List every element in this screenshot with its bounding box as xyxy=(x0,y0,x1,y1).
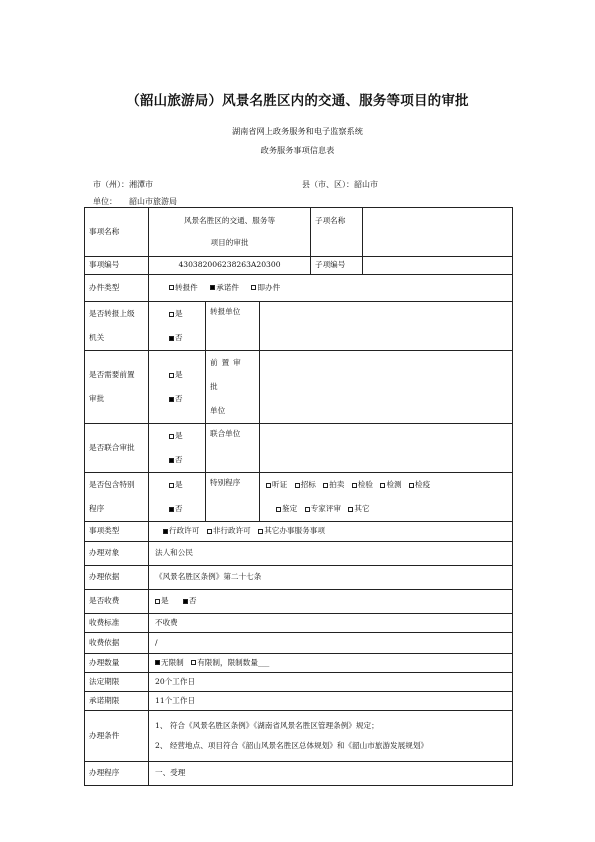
report-up-options xyxy=(149,302,206,351)
table-row xyxy=(85,302,513,351)
option-tender[interactable]: 招标 xyxy=(295,473,316,497)
pre-approval-options xyxy=(149,351,206,424)
sub-item-code-value xyxy=(363,257,513,275)
option-unlimited[interactable]: 无限制 xyxy=(155,657,184,669)
table-row xyxy=(85,711,513,762)
charge-options xyxy=(149,590,513,614)
sub-item-code-label: 子项编号 xyxy=(311,257,363,275)
checkbox-checked-icon xyxy=(169,397,174,402)
table-row xyxy=(85,542,513,566)
charge-std-value: 不收费 xyxy=(149,614,513,633)
checkbox-icon xyxy=(169,312,174,317)
pre-approval-unit-value xyxy=(260,351,513,424)
option-non-admin-license[interactable]: 非行政许可 xyxy=(207,525,251,537)
table-row xyxy=(85,614,513,633)
report-unit-label: 转报单位 xyxy=(206,302,260,351)
option-auction[interactable]: 拍卖 xyxy=(323,473,344,497)
item-name-line: 风景名胜区的交通、服务等 xyxy=(183,216,276,225)
pre-approval-label: 是否需要前置 审批 xyxy=(85,351,149,424)
sub-item-name-value xyxy=(363,208,513,257)
condition-item: 2、 经营地点、项目符合《韶山风景名胜区总体规划》和《韶山市旅游发展规划》 xyxy=(155,741,429,750)
checkbox-icon xyxy=(323,483,328,488)
checkbox-checked-icon xyxy=(169,458,174,463)
table-row xyxy=(85,257,513,275)
option-other[interactable]: 其它 xyxy=(348,497,369,521)
unit-label: 单位： xyxy=(93,197,117,206)
checkbox-icon xyxy=(169,373,174,378)
checkbox-icon xyxy=(352,483,357,488)
target-label: 办理对象 xyxy=(85,542,149,566)
item-name-label: 事项名称 xyxy=(85,208,149,257)
special-proc-label: 特别程序 xyxy=(206,473,260,522)
charge-basis-value: / xyxy=(149,633,513,654)
quantity-label: 办理数量 xyxy=(85,654,149,673)
table-row xyxy=(85,351,513,424)
option-no[interactable]: 否 xyxy=(169,387,201,411)
table-row xyxy=(85,633,513,654)
basis-label: 办理依据 xyxy=(85,566,149,590)
joint-unit-value xyxy=(260,424,513,473)
checkbox-checked-icon xyxy=(210,285,215,290)
checkbox-icon xyxy=(266,483,271,488)
charge-std-label: 收费标准 xyxy=(85,614,149,633)
joint-approval-label: 是否联合审批 xyxy=(85,424,149,473)
option-yes[interactable]: 是 xyxy=(169,302,201,326)
special-label: 是否包含特别 程序 xyxy=(85,473,149,522)
handle-type-label: 办件类型 xyxy=(85,275,149,302)
checkbox-icon xyxy=(155,599,160,604)
item-code-value: 430382006238263A20300 xyxy=(149,257,311,275)
procedure-value: 一、受理 xyxy=(149,762,513,786)
special-options xyxy=(149,473,206,522)
checkbox-icon xyxy=(276,507,281,512)
document-title: （韶山旅游局）风景名胜区内的交通、服务等项目的审批 xyxy=(126,93,469,109)
item-name-value xyxy=(149,208,311,257)
promise-limit-value: 11个工作日 xyxy=(149,692,513,711)
option-no[interactable]: 否 xyxy=(183,595,197,607)
report-unit-value xyxy=(260,302,513,351)
handle-type-options xyxy=(149,275,513,302)
procedure-label: 办理程序 xyxy=(85,762,149,786)
checkbox-checked-icon xyxy=(163,529,168,534)
form-name: 政务服务事项信息表 xyxy=(260,145,335,155)
target-value: 法人和公民 xyxy=(149,542,513,566)
basis-value: 《风景名胜区条例》第二十七条 xyxy=(149,566,513,590)
legal-limit-value: 20个工作日 xyxy=(149,673,513,692)
option-yes[interactable]: 是 xyxy=(169,424,201,448)
quantity-options xyxy=(149,654,513,673)
report-up-label: 是否转报上级 机关 xyxy=(85,302,149,351)
option-yes[interactable]: 是 xyxy=(169,473,201,497)
item-code-label: 事项编号 xyxy=(85,257,149,275)
checkbox-icon xyxy=(409,483,414,488)
joint-approval-options xyxy=(149,424,206,473)
joint-unit-label: 联合单位 xyxy=(206,424,260,473)
checkbox-checked-icon xyxy=(169,507,174,512)
checkbox-icon xyxy=(169,483,174,488)
checkbox-icon xyxy=(380,483,385,488)
table-row xyxy=(85,208,513,257)
option-limited[interactable]: 有限制，限制数量___ xyxy=(191,657,269,669)
table-row xyxy=(85,590,513,614)
option-testing[interactable]: 检测 xyxy=(380,473,401,497)
unit-value: 韶山市旅游局 xyxy=(129,197,177,206)
table-row xyxy=(85,522,513,542)
item-type-label: 事项类型 xyxy=(85,522,149,542)
option-no[interactable]: 否 xyxy=(169,448,201,472)
option-appraisal[interactable]: 鉴定 xyxy=(276,497,297,521)
option-yes[interactable]: 是 xyxy=(169,363,201,387)
option-admin-license[interactable]: 行政许可 xyxy=(163,525,199,537)
table-row xyxy=(85,654,513,673)
option-expert-review[interactable]: 专家评审 xyxy=(305,497,341,521)
checkbox-icon xyxy=(258,529,263,534)
table-row xyxy=(85,424,513,473)
table-row xyxy=(85,692,513,711)
checkbox-icon xyxy=(191,660,196,665)
option-no[interactable]: 否 xyxy=(169,326,201,350)
checkbox-icon xyxy=(305,507,310,512)
table-row xyxy=(85,275,513,302)
conditions-value xyxy=(149,711,513,762)
sub-item-name-label: 子项名称 xyxy=(311,208,363,257)
table-row xyxy=(85,566,513,590)
charge-basis-label: 收费依据 xyxy=(85,633,149,654)
option-transfer[interactable]: 转报件 xyxy=(169,282,198,294)
checkbox-icon xyxy=(169,285,174,290)
checkbox-icon xyxy=(295,483,300,488)
option-hearing[interactable]: 听证 xyxy=(266,473,287,497)
checkbox-checked-icon xyxy=(155,660,160,665)
service-info-table xyxy=(84,207,513,786)
conditions-label: 办理条件 xyxy=(85,711,149,762)
option-promise[interactable]: 承诺件 xyxy=(210,282,239,294)
item-type-options xyxy=(149,522,513,542)
option-yes[interactable]: 是 xyxy=(155,595,169,607)
table-row xyxy=(85,762,513,786)
checkbox-icon xyxy=(207,529,212,534)
checkbox-checked-icon xyxy=(183,599,188,604)
item-name-line: 项目的审批 xyxy=(210,238,249,247)
charge-label: 是否收费 xyxy=(85,590,149,614)
pre-approval-unit-label: 前置审批 单位 xyxy=(206,351,260,424)
city-field: 市（州）：湘潭市 xyxy=(93,180,153,189)
checkbox-icon xyxy=(169,434,174,439)
table-row xyxy=(85,673,513,692)
table-row xyxy=(85,473,513,522)
checkbox-checked-icon xyxy=(169,336,174,341)
system-name: 湖南省网上政务服务和电子监察系统 xyxy=(231,126,363,136)
checkbox-icon xyxy=(251,285,256,290)
option-instant[interactable]: 即办件 xyxy=(251,282,280,294)
county-field: 县（市、区）：韶山市 xyxy=(302,180,378,189)
legal-limit-label: 法定期限 xyxy=(85,673,149,692)
promise-limit-label: 承诺期限 xyxy=(85,692,149,711)
condition-item: 1、 符合《风景名胜区条例》《湖南省风景名胜区管理条例》规定； xyxy=(155,721,379,730)
option-other-service[interactable]: 其它办事服务事项 xyxy=(258,525,325,537)
special-proc-options xyxy=(260,473,513,522)
checkbox-icon xyxy=(348,507,353,512)
option-inspection[interactable]: 检验 xyxy=(352,473,373,497)
option-no[interactable]: 否 xyxy=(169,497,201,521)
option-quarantine[interactable]: 检疫 xyxy=(409,473,430,497)
